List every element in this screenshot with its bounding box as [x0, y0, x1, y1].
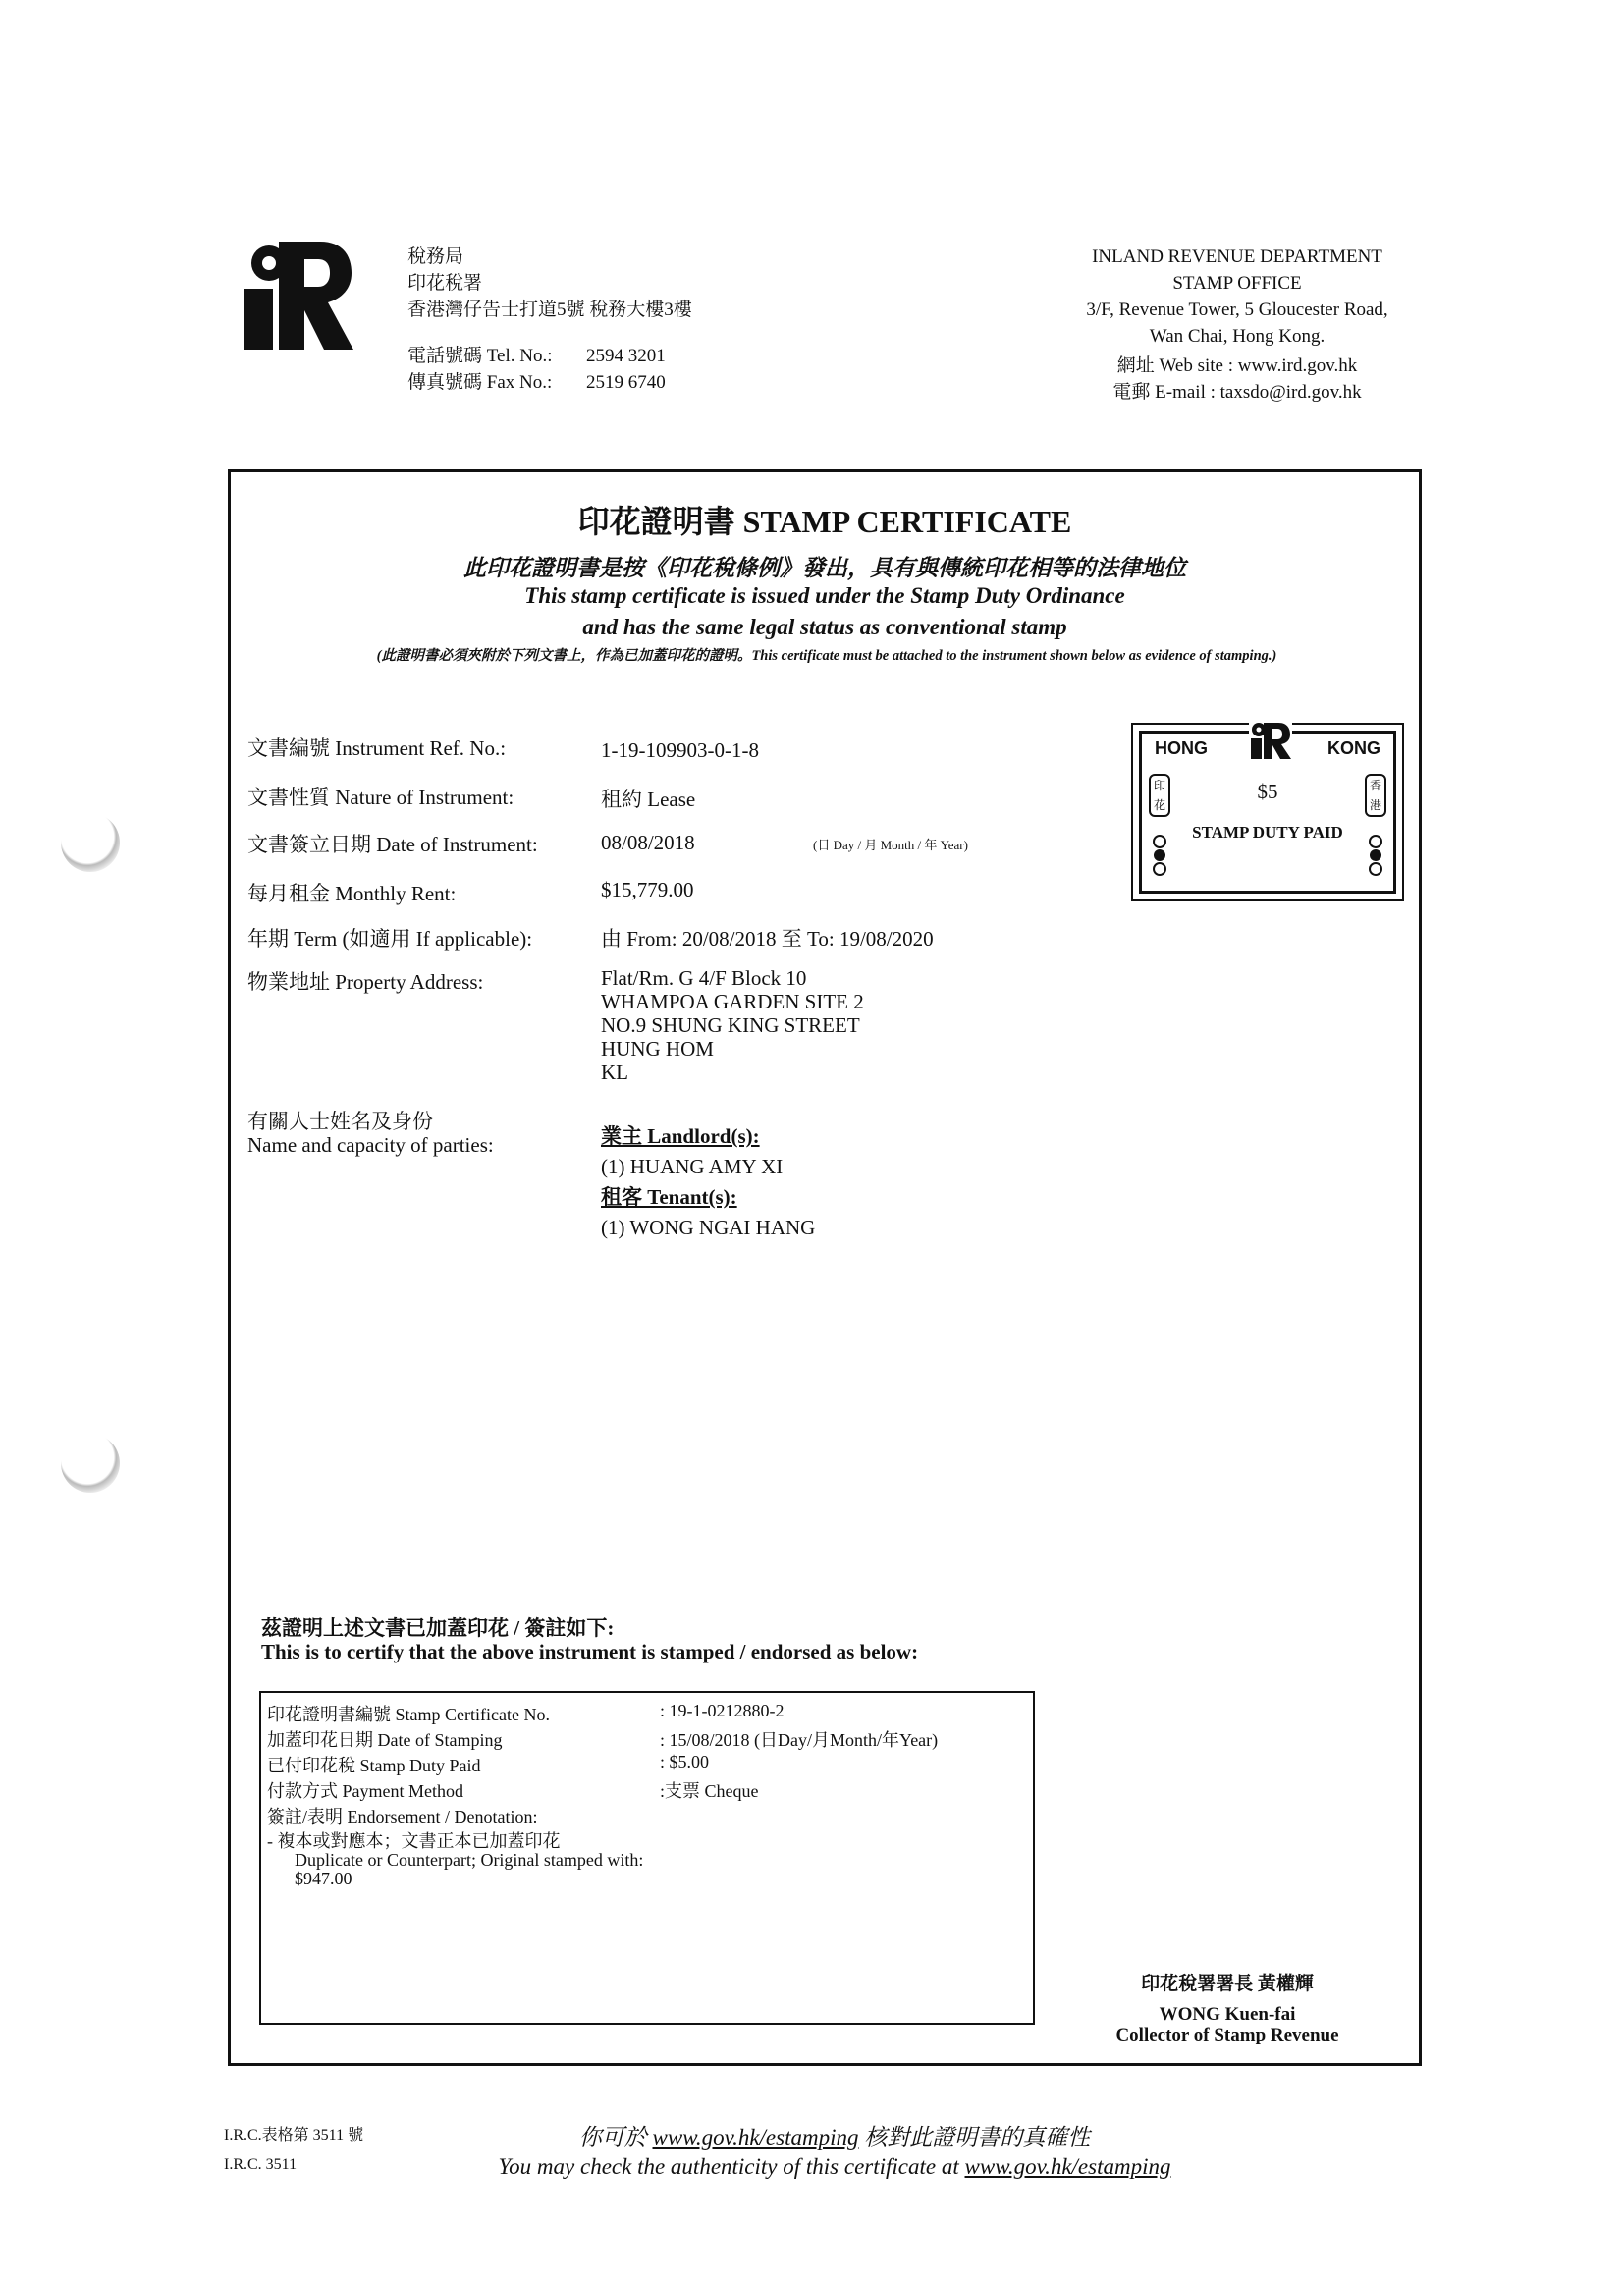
address-line: KL	[601, 1061, 628, 1084]
attachment-note: (此證明書必須夾附於下列文書上，作為已加蓋印花的證明。This certificate must be attached to the instrument shown below as evidence of stamping.)	[376, 648, 1277, 664]
payment-method-label: 付款方式 Payment Method	[267, 1781, 463, 1801]
footer-check-zh	[393, 2119, 1276, 2152]
collector-name-zh: 印花稅署署長 黃權輝	[1141, 1974, 1314, 1994]
ref-value: 1-19-109903-0-1-8	[601, 738, 759, 762]
term-label: 年期 Term (如適用 If applicable):	[247, 927, 533, 951]
landlord-name: (1) HUANG AMY XI	[601, 1155, 784, 1178]
footer-text: You may check the authenticity of this certificate at	[498, 2154, 959, 2179]
subtitle-en-1: This stamp certificate is issued under the Stamp Duty Ordinance	[524, 583, 1125, 608]
form-number-en: I.R.C. 3511	[224, 2156, 298, 2173]
office-en: STAMP OFFICE	[1172, 273, 1302, 294]
property-address	[601, 966, 864, 1084]
subtitle-en-2: and has the same legal status as conventional stamp	[582, 615, 1067, 639]
date-format-hint: (日 Day / 月 Month / 年 Year)	[813, 838, 968, 852]
tenant-heading: 租客 Tenant(s):	[601, 1185, 737, 1209]
email: 電郵 E-mail : taxsdo@ird.gov.hk	[1112, 382, 1362, 403]
ird-logo-icon	[244, 242, 353, 352]
stamp-ornament-icon	[1151, 835, 1168, 878]
footer-text: 核對此證明書的真確性	[864, 2125, 1091, 2150]
certify-en: This is to certify that the above instrument is stamped / endorsed as below:	[261, 1640, 919, 1663]
stamp-side-left: 印花	[1149, 774, 1170, 817]
cert-no-label: 印花證明書編號 Stamp Certificate No.	[267, 1705, 550, 1724]
endorsement-line: - 複本或對應本；文書正本已加蓋印花	[267, 1831, 561, 1851]
tel-label: 電話號碼 Tel. No.:	[407, 346, 553, 366]
punch-hole	[61, 1434, 120, 1493]
stamping-date-label: 加蓋印花日期 Date of Stamping	[267, 1730, 503, 1750]
address-zh: 香港灣仔告士打道5號 稅務大樓3樓	[407, 300, 692, 320]
fax-label: 傳真號碼 Fax No.:	[407, 372, 553, 393]
endorsement-label: 簽註/表明 Endorsement / Denotation:	[267, 1807, 538, 1826]
form-number	[224, 2121, 363, 2180]
stamp-ornament-icon	[1367, 835, 1384, 878]
estamping-link[interactable]: www.gov.hk/estamping	[964, 2154, 1171, 2179]
parties	[601, 1121, 815, 1243]
stamp-paid-label: STAMP DUTY PAID	[1192, 823, 1343, 842]
certify-zh: 茲證明上述文書已加蓋印花 / 簽註如下:	[261, 1616, 615, 1640]
parties-label-en: Name and capacity of parties:	[247, 1133, 494, 1157]
date-label: 文書簽立日期 Date of Instrument:	[247, 833, 538, 856]
parties-label	[247, 1110, 494, 1157]
cert-no-value: : 19-1-0212880-2	[660, 1701, 785, 1720]
address-line: Flat/Rm. G 4/F Block 10	[601, 966, 807, 990]
date-value: 08/08/2018	[601, 831, 695, 854]
endorsement-text	[267, 1832, 643, 1888]
stamp-kong: KONG	[1327, 738, 1380, 758]
stamping-date-value: : 15/08/2018 (日Day/月Month/年Year)	[660, 1730, 939, 1750]
term-value: 由 From: 20/08/2018 至 To: 19/08/2020	[601, 927, 934, 951]
header-right	[1021, 244, 1453, 406]
stamp-side-right: 香港	[1365, 774, 1386, 817]
website: 網址 Web site : www.ird.gov.hk	[1116, 355, 1358, 376]
form-number-zh: I.R.C.表格第 3511 號	[224, 2127, 364, 2144]
header-left	[407, 244, 692, 396]
tel-number: 2594 3201	[586, 346, 666, 366]
address-line: NO.9 SHUNG KING STREET	[601, 1013, 860, 1037]
address-en-1: 3/F, Revenue Tower, 5 Gloucester Road,	[1086, 300, 1388, 320]
certificate-title: 印花證明書 STAMP CERTIFICATE	[577, 504, 1072, 539]
collector-title: Collector of Stamp Revenue	[1115, 2025, 1339, 2045]
endorsement-line: Duplicate or Counterpart; Original stamped with:	[295, 1850, 644, 1870]
endorsement-line: $947.00	[295, 1869, 352, 1888]
signature-block	[1080, 1974, 1375, 2045]
fax-number: 2519 6740	[586, 372, 666, 393]
footer-check-en	[393, 2154, 1276, 2180]
address-line: HUNG HOM	[601, 1037, 714, 1061]
footer-text: 你可於	[578, 2125, 647, 2150]
tenant-name: (1) WONG NGAI HANG	[601, 1216, 816, 1239]
collector-name: WONG Kuen-fai	[1159, 2004, 1296, 2025]
address-en-2: Wan Chai, Hong Kong.	[1149, 326, 1326, 347]
rent-label: 每月租金 Monthly Rent:	[247, 882, 457, 905]
subtitle-zh: 此印花證明書是按《印花稅條例》發出，具有與傳統印花相等的法律地位	[463, 556, 1186, 580]
nature-value: 租約 Lease	[601, 788, 696, 811]
dept-zh: 稅務局	[407, 246, 464, 267]
rent-value: $15,779.00	[601, 878, 694, 901]
nature-label: 文書性質 Nature of Instrument:	[247, 786, 514, 809]
duty-paid-value: : $5.00	[660, 1752, 710, 1771]
address-label: 物業地址 Property Address:	[247, 970, 484, 994]
stamp-hong: HONG	[1155, 738, 1208, 758]
office-zh: 印花稅署	[407, 273, 483, 294]
ref-label: 文書編號 Instrument Ref. No.:	[247, 736, 507, 760]
estamping-link[interactable]: www.gov.hk/estamping	[652, 2125, 859, 2150]
punch-hole	[61, 813, 120, 872]
dept-en: INLAND REVENUE DEPARTMENT	[1092, 246, 1382, 267]
address-line: WHAMPOA GARDEN SITE 2	[601, 990, 864, 1013]
landlord-heading: 業主 Landlord(s):	[601, 1124, 760, 1148]
stamp-amount: $5	[1257, 780, 1278, 803]
duty-paid-label: 已付印花稅 Stamp Duty Paid	[267, 1756, 481, 1775]
payment-method-value: :支票 Cheque	[660, 1781, 759, 1801]
stamp-duty-paid-stamp	[1131, 723, 1404, 901]
stamp-ird-logo-icon	[1249, 721, 1292, 760]
parties-label-zh: 有關人士姓名及身份	[247, 1110, 433, 1133]
